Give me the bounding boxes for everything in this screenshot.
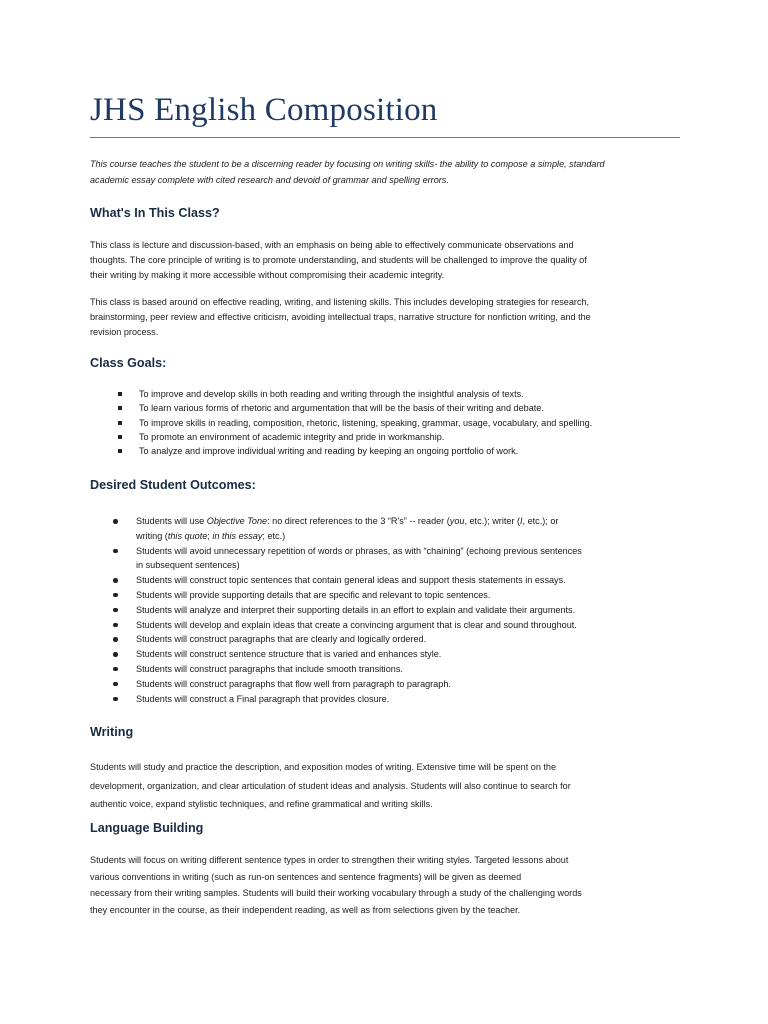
text-line: necessary from their writing samples. Students will build their working vocabulary through a study of the challenging words — [90, 888, 582, 899]
text-line: they encounter in the course, as their independent reading, as well as from selections given by the teacher. — [90, 904, 521, 915]
text-line: brainstorming, peer review and effective criticism, avoiding intellectual traps, narrative structure for nonfiction writing, and the — [90, 311, 591, 322]
round-bullet-icon — [113, 637, 118, 642]
section-heading-goals: Class Goals: — [90, 356, 167, 370]
list-item: To analyze and improve individual writing and reading by keeping an ongoing portfolio of work. — [117, 444, 687, 458]
text-line: This class is based around on effective reading, writing, and listening skills. This includes developing strategies for research, — [90, 297, 590, 307]
list-item: To improve skills in reading, composition, rhetoric, listening, speaking, grammar, usage, vocabulary, and spelling. — [117, 416, 687, 430]
outcomes-list — [108, 514, 688, 706]
round-bullet-icon — [113, 593, 118, 598]
intro-line: academic essay complete with cited research and devoid of grammar and spelling errors. — [90, 175, 449, 185]
list-item: Students will develop and explain ideas that create a convincing argument that is clear and sound throughout. — [108, 618, 688, 633]
round-bullet-icon — [113, 549, 118, 554]
list-item: To promote an environment of academic integrity and pride in workmanship. — [117, 430, 687, 444]
text-line: This class is lecture and discussion-based, with an emphasis on being able to effectively communicate observations and — [90, 240, 574, 250]
section-heading-language: Language Building — [90, 821, 204, 835]
writing-paragraph — [90, 758, 680, 814]
text-line: development, organization, and clear articulation of student ideas and analysis. Students will also continue to search for — [90, 780, 571, 791]
text-line: revision process. — [90, 326, 159, 337]
square-bullet-icon — [118, 449, 122, 453]
section-heading-outcomes: Desired Student Outcomes: — [90, 478, 256, 492]
list-item: Students will construct sentence structure that is varied and enhances style. — [108, 647, 688, 662]
round-bullet-icon — [113, 652, 118, 657]
round-bullet-icon — [113, 697, 118, 702]
text-line: Students will study and practice the description, and exposition modes of writing. Extensive time will be spent on the — [90, 762, 557, 772]
text-line: Students will focus on writing different sentence types in order to strengthen their writing styles. Targeted lessons about — [90, 855, 569, 865]
text-line: thoughts. The core principle of writing is to promote understanding, and students will be challenged to improve the quality of — [90, 254, 587, 265]
list-item: Students will construct paragraphs that are clearly and logically ordered. — [108, 632, 688, 647]
square-bullet-icon — [118, 435, 122, 439]
section-heading-writing: Writing — [90, 725, 134, 739]
text-line: various conventions in writing (such as run-on sentences and sentence fragments) will be given as deemed — [90, 871, 522, 882]
section-heading-whats-in: What's In This Class? — [90, 206, 220, 220]
whats-in-paragraph-2 — [90, 295, 680, 339]
round-bullet-icon — [113, 682, 118, 687]
square-bullet-icon — [118, 392, 122, 396]
list-item: Students will avoid unnecessary repetition of words or phrases, as with “chaining” (echoing previous sentences in subsequent sentences) — [108, 544, 688, 574]
text-line: authentic voice, expand stylistic techniques, and refine grammatical and writing skills. — [90, 799, 433, 809]
list-item: Students will construct topic sentences that contain general ideas and support thesis statements in essays. — [108, 573, 688, 588]
list-item: To learn various forms of rhetoric and argumentation that will be the basis of their writing and debate. — [117, 401, 687, 415]
text-line: their writing by making it more accessible without compromising their academic integrity. — [90, 269, 445, 280]
list-item: Students will construct paragraphs that flow well from paragraph to paragraph. — [108, 677, 688, 692]
title-rule — [90, 137, 680, 138]
round-bullet-icon — [113, 608, 118, 613]
round-bullet-icon — [113, 623, 118, 628]
list-item: Students will use Objective Tone: no direct references to the 3 “R's” -- reader (you, etc.); writer (I, etc.); or writing (this quote; in this essay; etc.) — [108, 514, 688, 544]
round-bullet-icon — [113, 578, 118, 583]
list-item: Students will analyze and interpret their supporting details in an effort to explain and validate their arguments. — [108, 603, 688, 618]
round-bullet-icon — [113, 519, 118, 524]
page-title: JHS English Composition — [90, 92, 438, 128]
list-item: Students will construct a Final paragraph that provides closure. — [108, 692, 688, 707]
list-item: Students will provide supporting details that are specific and relevant to topic sentences. — [108, 588, 688, 603]
square-bullet-icon — [118, 406, 122, 410]
list-item: Students will construct paragraphs that include smooth transitions. — [108, 662, 688, 677]
intro-paragraph — [90, 156, 680, 188]
intro-line: This course teaches the student to be a discerning reader by focusing on writing skills- the ability to compose a simple, standard — [90, 159, 605, 169]
square-bullet-icon — [118, 421, 122, 425]
round-bullet-icon — [113, 667, 118, 672]
whats-in-paragraph-1 — [90, 238, 680, 282]
list-item: To improve and develop skills in both reading and writing through the insightful analysis of texts. — [117, 387, 687, 401]
goals-list — [117, 387, 687, 458]
language-paragraph — [90, 852, 680, 918]
